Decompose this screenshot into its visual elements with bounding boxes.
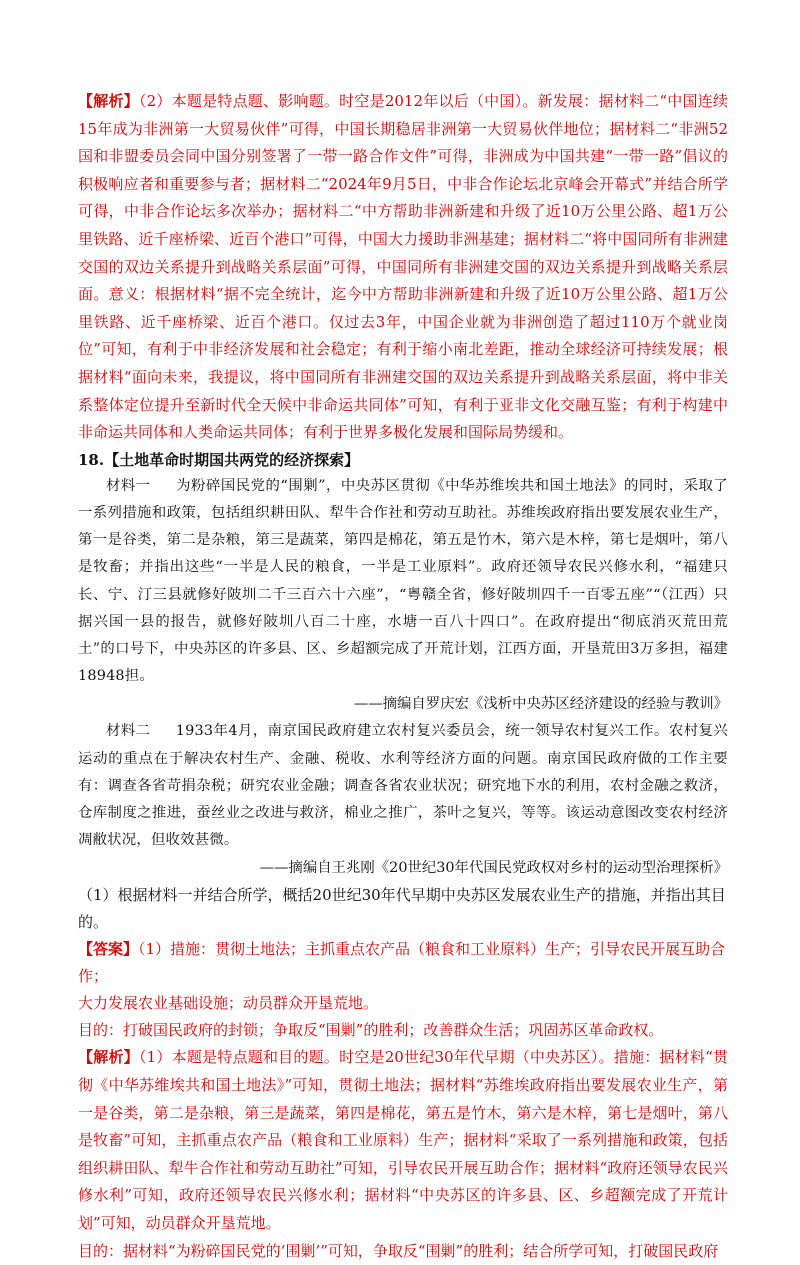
material-two xyxy=(78,718,728,854)
analysis-label-2: 【解析】 xyxy=(78,1048,139,1067)
answer-line-1 xyxy=(78,936,728,990)
answer-label: 【答案】 xyxy=(78,940,139,959)
analysis-label: 【解析】 xyxy=(78,92,139,110)
analysis-last-line: 目的：据材料“为粉碎国民党的‘围剿’”可知，争取反“围剿”的胜利；结合所学可知，打破国民政府 xyxy=(78,1241,719,1260)
analysis-text-2: （1）本题是特点题和目的题。时空是20世纪30年代早期（中央苏区）。措施：据材料“贯彻《中华苏维埃共和国土地法》”可知，贯彻土地法；据材料“苏维埃政府指出要发展农业生产，第一是谷类，第二是杂粮，第三是蔬菜，第四是棉花，第五是竹木，第六是木梓，第七是烟叶，第八是牧畜”可知，主抓重点农产品（粮食和工业原料）生产；据材料“采取了一系列措施和政策，包括组织耕田队、犁牛合作社和劳动互助社”可知，引导农民开展互助合作；据材料“政府还领导农民兴修水利”可知，政府还领导农民兴修水利；据材料“中央苏区的许多县、区、乡超额完成了开荒计划”可知，动员群众开垦荒地。 xyxy=(78,1048,728,1232)
question-18-title xyxy=(78,447,728,473)
analysis-paragraph-prev xyxy=(78,88,728,447)
sub-question-1: （1）根据材料一并结合所学，概括20世纪30年代早期中央苏区发展农业生产的措施，并指出其目的。 xyxy=(78,886,726,932)
question-topic: 【土地革命时期国共两党的经济探索】 xyxy=(104,450,360,469)
material-one-text: 为粉碎国民党的“围剿”，中央苏区贯彻《中华苏维埃共和国土地法》的同时，采取了一系列措施和政策，包括组织耕田队、犁牛合作社和劳动互助社。苏维埃政府指出要发展农业生产，第一是谷类，第二是杂粮，第三是蔬菜，第四是棉花，第五是竹木，第六是木梓，第七是烟叶，第八是牧畜；并指出这些“一半是人民的粮食，一半是工业原料”。政府还领导农民兴修水利，“福建只长、宁、汀三县就修好陂圳二千三百六十六座”，“粤赣全省，修好陂圳四千一百零五座”“（江西）只据兴国一县的报告，就修好陂圳八百二十座，水塘一百八十四口”。在政府提出“彻底消灭荒田荒土”的口号下，中央苏区的许多县、区、乡超额完成了开荒计划，江西方面，开垦荒田3万多担，福建18948担。 xyxy=(78,477,728,685)
answer-line-1-text: （1）措施：贯彻土地法；主抓重点农产品（粮食和工业原料）生产；引导农民开展互助合作； xyxy=(78,940,726,986)
analysis-text: （2）本题是特点题、影响题。时空是2012年以后（中国）。新发展：据材料二“中国连续15年成为非洲第一大贸易伙伴”可得，中国长期稳居非洲第一大贸易伙伴地位；据材料二“非洲52国和非盟委员会同中国分别签署了一带一路合作文件”可得，非洲成为中国共建“一带一路”倡议的积极响应者和重要参与者；据材料二“2024年9月5日，中非合作论坛北京峰会开幕式”并结合所学可得，中非合作论坛多次举办；据材料二“中方帮助非洲新建和升级了近10万公里公路、超1万公里铁路、近千座桥梁、近百个港口”可得，中国大力援助非洲基建；据材料二“将中国同所有非洲建交国的双边关系提升到战略关系层面”可得，中国同所有非洲建交国的双边关系提升到战略关系层面。意义：根据材料“据不完全统计，迄今中方帮助非洲新建和升级了近10万公里公路、超1万公里铁路、近千座桥梁、近百个港口。仅过去3年，中国企业就为非洲创造了超过110万个就业岗位”可知，有利于中非经济发展和社会稳定；有利于缩小南北差距，推动全球经济可持续发展；根据材料“面向未来，我提议，将中国同所有非洲建交国的双边关系提升到战略关系层面，将中非关系整体定位提升至新时代全天候中非命运共同体”可知，有利于亚非文化交融互鉴；有利于构建中非命运共同体和人类命运共同体；有利于世界多极化发展和国际局势缓和。 xyxy=(78,92,728,442)
material-one xyxy=(78,473,728,691)
material-two-label: 材料二 xyxy=(106,723,151,740)
analysis-block xyxy=(78,1044,728,1265)
answer-line-3: 目的：打破国民政府的封锁；争取反“围剿”的胜利；改善群众生活；巩固苏区革命政权。 xyxy=(78,1021,664,1040)
analysis-paragraph xyxy=(78,1044,728,1237)
material-one-citation: ——摘编自罗庆宏《浅析中央苏区经济建设的经验与教训》 xyxy=(353,696,728,713)
answer-block xyxy=(78,936,728,1044)
material-one-label: 材料一 xyxy=(106,477,151,494)
document-page xyxy=(78,88,728,1265)
material-two-citation: ——摘编自王兆刚《20世纪30年代国民党政权对乡村的运动型治理探析》 xyxy=(259,860,728,877)
question-number: 18. xyxy=(78,450,105,469)
answer-line-2: 大力发展农业基础设施；动员群众开垦荒地。 xyxy=(78,994,379,1013)
material-two-text: 1933年4月，南京国民政府建立农村复兴委员会，统一领导农村复兴工作。农村复兴运动的重点在于解决农村生产、金融、税收、水利等经济方面的问题。南京国民政府做的工作主要有：调查各省苛捐杂税；研究农业金融；调查各省农业状况；研究地下水的利用，农村金融之救济，仓库制度之推进，蚕丝业之改进与救济，棉业之推广，茶叶之复兴，等等。该运动意图改变农村经济凋敝状况，但收效甚微。 xyxy=(78,723,728,849)
